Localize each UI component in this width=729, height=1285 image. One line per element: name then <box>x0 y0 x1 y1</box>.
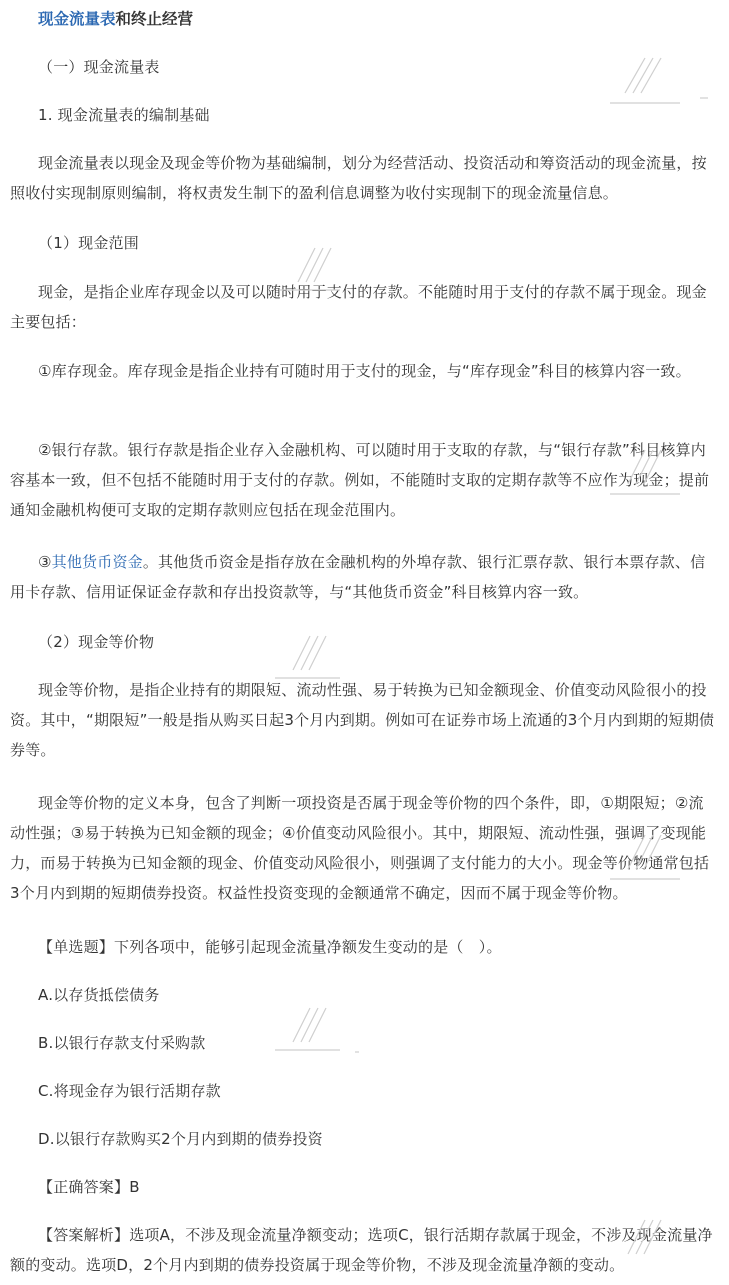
paragraph-basis: 现金流量表以现金及现金等价物为基础编制，划分为经营活动、投资活动和筹资活动的现金流量，按照收付实现制原则编制，将权责发生制下的盈利信息调整为收付实现制下的现金流量信息。 <box>10 154 707 202</box>
subheading-cash-scope: （1）现金范围 <box>38 234 139 252</box>
title-link[interactable]: 现金流量表 <box>38 10 116 28</box>
correct-answer: 【正确答案】B <box>38 1178 140 1196</box>
section-heading-1: （一）现金流量表 <box>38 58 160 76</box>
option-b: B.以银行存款支付采购款 <box>38 1034 206 1052</box>
article-title <box>38 6 193 32</box>
item3-prefix: ③ <box>38 553 52 571</box>
other-monetary-funds-link[interactable]: 其他货币资金 <box>51 553 143 571</box>
item3-rest: 。其他货币资金是指存放在金融机构的外埠存款、银行汇票存款、银行本票存款、信用卡存款、信用证保证金存款和存出投资款等，与“其他货币资金”科目核算内容一致。 <box>10 553 706 601</box>
subheading-cash-equivalents: （2）现金等价物 <box>38 633 155 651</box>
paragraph-equivalents-definition: 现金等价物，是指企业持有的期限短、流动性强、易于转换为已知金额现金、价值变动风险很小的投资。其中，“期限短”一般是指从购买日起3个月内到期。例如可在证券市场上流通的3个月内到期的短期债券等。 <box>10 681 715 759</box>
list-item-other-monetary-funds <box>10 547 716 607</box>
answer-analysis: 【答案解析】选项A，不涉及现金流量净额变动；选项C，银行活期存款属于现金，不涉及现金流量净额的变动。选项D，2个月内到期的债券投资属于现金等价物，不涉及现金流量净额的变动。 <box>10 1226 713 1274</box>
option-c: C.将现金存为银行活期存款 <box>38 1082 221 1100</box>
list-item-bank-deposit: ②银行存款。银行存款是指企业存入金融机构、可以随时用于支取的存款，与“银行存款”科目核算内容基本一致，但不包括不能随时用于支付的存款。例如，不能随时支取的定期存款等不应作为现金；提前通知金融机构便可支取的定期存款则应包括在现金范围内。 <box>10 441 710 519</box>
paragraph-cash: 现金，是指企业库存现金以及可以随时用于支付的存款。不能随时用于支付的存款不属于现金。现金主要包括： <box>10 283 707 331</box>
section-heading-2: 1. 现金流量表的编制基础 <box>38 106 210 124</box>
paragraph-equivalents-conditions: 现金等价物的定义本身，包含了判断一项投资是否属于现金等价物的四个条件，即，①期限短；②流动性强；③易于转换为已知金额的现金；④价值变动风险很小。其中，期限短、流动性强，强调了变现能力，而易于转换为已知金额的现金、价值变动风险很小，则强调了支付能力的大小。现金等价物通常包括3个月内到期的短期债券投资。权益性投资变现的金额通常不确定，因而不属于现金等价物。 <box>10 794 710 902</box>
option-a: A.以存货抵偿债务 <box>38 986 160 1004</box>
option-d: D.以银行存款购买2个月内到期的债券投资 <box>38 1130 323 1148</box>
question-stem: 【单选题】下列各项中，能够引起现金流量净额发生变动的是（ ）。 <box>38 938 502 956</box>
title-rest: 和终止经营 <box>115 10 194 28</box>
list-item-cash-on-hand: ①库存现金。库存现金是指企业持有可随时用于支付的现金，与“库存现金”科目的核算内容一致。 <box>38 362 691 380</box>
